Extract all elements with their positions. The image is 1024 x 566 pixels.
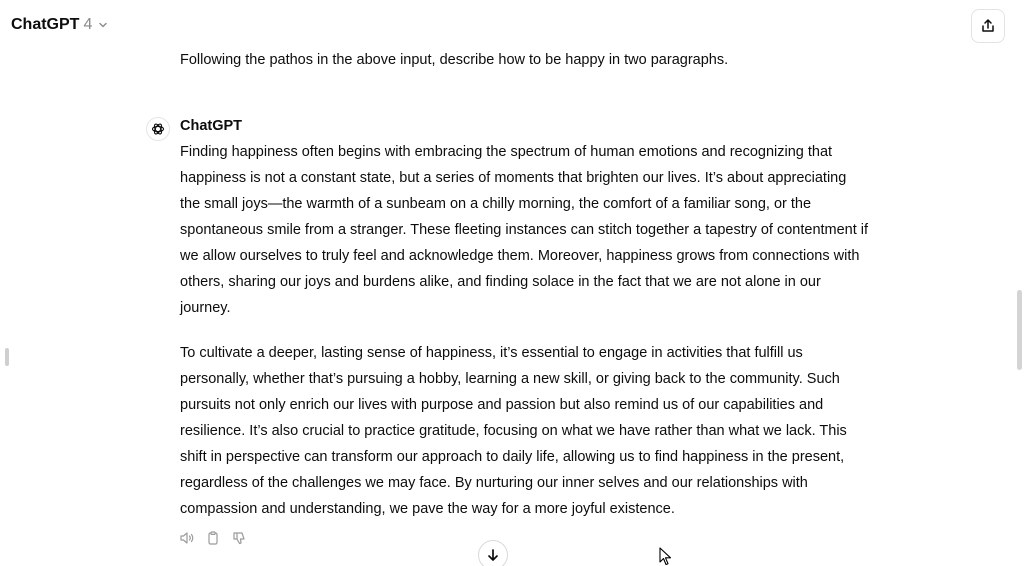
share-icon [980, 18, 996, 34]
model-name: ChatGPT [11, 16, 80, 33]
arrow-down-icon [486, 548, 500, 562]
mouse-cursor-icon [659, 547, 673, 566]
thumbs-down-icon[interactable] [231, 530, 247, 546]
openai-logo-icon [150, 121, 166, 137]
assistant-name: ChatGPT [180, 118, 243, 134]
scroll-to-bottom-button[interactable] [478, 540, 508, 566]
assistant-paragraph-2: To cultivate a deeper, lasting sense of happiness, it’s essential to engage in activities that fulfill us personally, whether that’s pursuing a hobby, learning a new skill, or giving back to the community. Such pursuits not only enrich our lives with purpose and passion but also remind us of our capabilities and resilience. It’s also crucial to practice gratitude, focusing on what we have rather than what we lack. This shift in perspective can transform our approach to daily life, allowing us to find happiness in the present, regardless of the challenges we may face. By nurturing our inner selves and our relationships with compassion and understanding, we pave the way for a more joyful existence. [180, 345, 847, 517]
assistant-paragraph-1: Finding happiness often begins with embracing the spectrum of human emotions and recognizing that happiness is not a constant state, but a series of moments that brighten our lives. It’s about appreciating the small joys—the warmth of a sunbeam on a chilly morning, the comfort of a familiar song, or the spontaneous smile from a stranger. These fleeting instances can stitch together a tapestry of contentment if we allow ourselves to truly feel and acknowledge them. Moreover, happiness grows from connections with others, sharing our joys and burdens alike, and finding solace in the fact that we are not alone in our journey. [180, 144, 869, 316]
header [0, 0, 1024, 52]
chevron-down-icon [98, 20, 108, 30]
sidebar-toggle-handle[interactable] [5, 348, 9, 366]
user-message: Following the pathos in the above input, describe how to be happy in two paragraphs. [180, 52, 729, 68]
assistant-avatar [146, 117, 170, 141]
share-button[interactable] [971, 9, 1005, 43]
copy-icon[interactable] [205, 530, 221, 546]
scrollbar-thumb[interactable] [1017, 290, 1022, 370]
message-actions [179, 530, 247, 546]
read-aloud-icon[interactable] [179, 530, 195, 546]
model-version: 4 [83, 16, 93, 33]
model-selector[interactable] [11, 16, 108, 34]
